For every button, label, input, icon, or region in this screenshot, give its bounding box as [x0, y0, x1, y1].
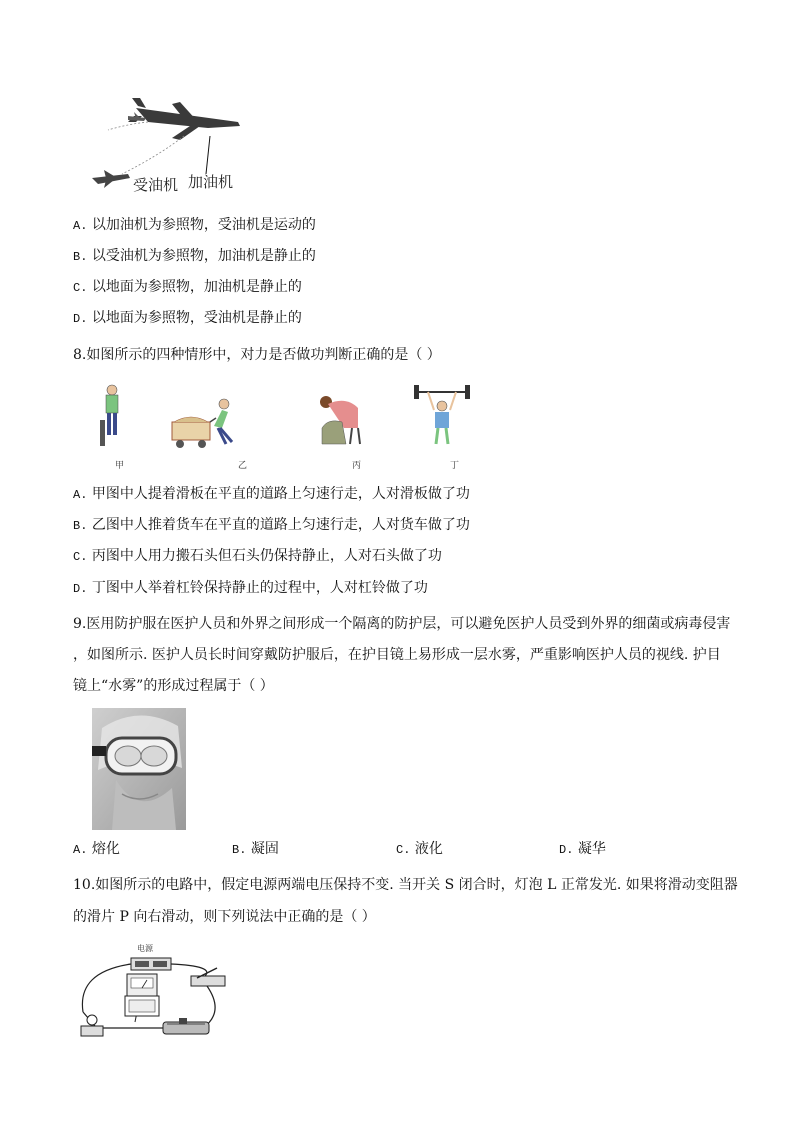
q9-stem-line-1: 9.医用防护服在医护人员和外界之间形成一个隔离的防护层，可以避免医护人员受到外界的细菌或病毒侵害: [73, 616, 731, 632]
q9-option-c: C. 液化: [396, 841, 443, 857]
q9-option-b: B. 凝固: [232, 841, 279, 857]
caption-yi: 乙: [238, 461, 248, 471]
rheostat: [163, 1018, 209, 1034]
figure-ding: [414, 385, 470, 444]
caption-jia: 甲: [115, 461, 125, 471]
q8-figures: [96, 382, 476, 457]
q7-option-a: A. 以加油机为参照物，受油机是运动的: [73, 217, 316, 233]
q10-stem-line-1: 10.如图所示的电路中，假定电源两端电压保持不变. 当开关 S 闭合时，灯泡 L 正常发光. 如果将滑动变阻器: [73, 877, 738, 893]
receiver-plane: [92, 170, 130, 188]
q7-option-d: D. 以地面为参照物，受油机是静止的: [73, 310, 302, 326]
switch: [191, 968, 225, 986]
power-source: [131, 958, 171, 970]
q9-option-d: D. 凝华: [559, 841, 606, 857]
figure-yi: [172, 399, 232, 448]
caption-ding: 丁: [450, 461, 460, 471]
receiver-label: 受油机: [133, 176, 179, 194]
figure-jia: [100, 385, 118, 446]
q9-option-a: A. 熔化: [73, 841, 120, 857]
q10-stem-line-2: 的滑片 P 向右滑动，则下列说法中正确的是（ ）: [73, 909, 376, 925]
meter: [125, 974, 159, 1016]
lamp: [81, 1015, 103, 1036]
tanker-label: 加油机: [188, 173, 234, 191]
q8-option-b: B. 乙图中人推着货车在平直的道路上匀速行走，人对货车做了功: [73, 517, 470, 533]
power-source-label: 电源: [137, 944, 153, 953]
q8-option-a: A. 甲图中人提着滑板在平直的道路上匀速行走，人对滑板做了功: [73, 486, 470, 502]
q7-option-c: C. 以地面为参照物，加油机是静止的: [73, 279, 302, 295]
q8-stem: 8.如图所示的四种情形中，对力是否做功判断正确的是（ ）: [73, 347, 441, 363]
figure-bing: [320, 396, 360, 444]
q9-stem-line-3: 镜上“水雾”的形成过程属于（ ）: [73, 678, 274, 694]
circuit-diagram: [75, 952, 235, 1040]
q8-option-d: D. 丁图中人举着杠铃保持静止的过程中，人对杠铃做了功: [73, 580, 428, 596]
caption-bing: 丙: [352, 461, 362, 471]
q9-stem-line-2: ，如图所示. 医护人员长时间穿戴防护服后，在护目镜上易形成一层水雾，严重影响医护人员的视线. 护目: [73, 647, 721, 663]
q8-option-c: C. 丙图中人用力搬石头但石头仍保持静止，人对石头做了功: [73, 548, 442, 564]
q7-option-b: B. 以受油机为参照物，加油机是静止的: [73, 248, 316, 264]
goggles-photo: [92, 708, 186, 830]
